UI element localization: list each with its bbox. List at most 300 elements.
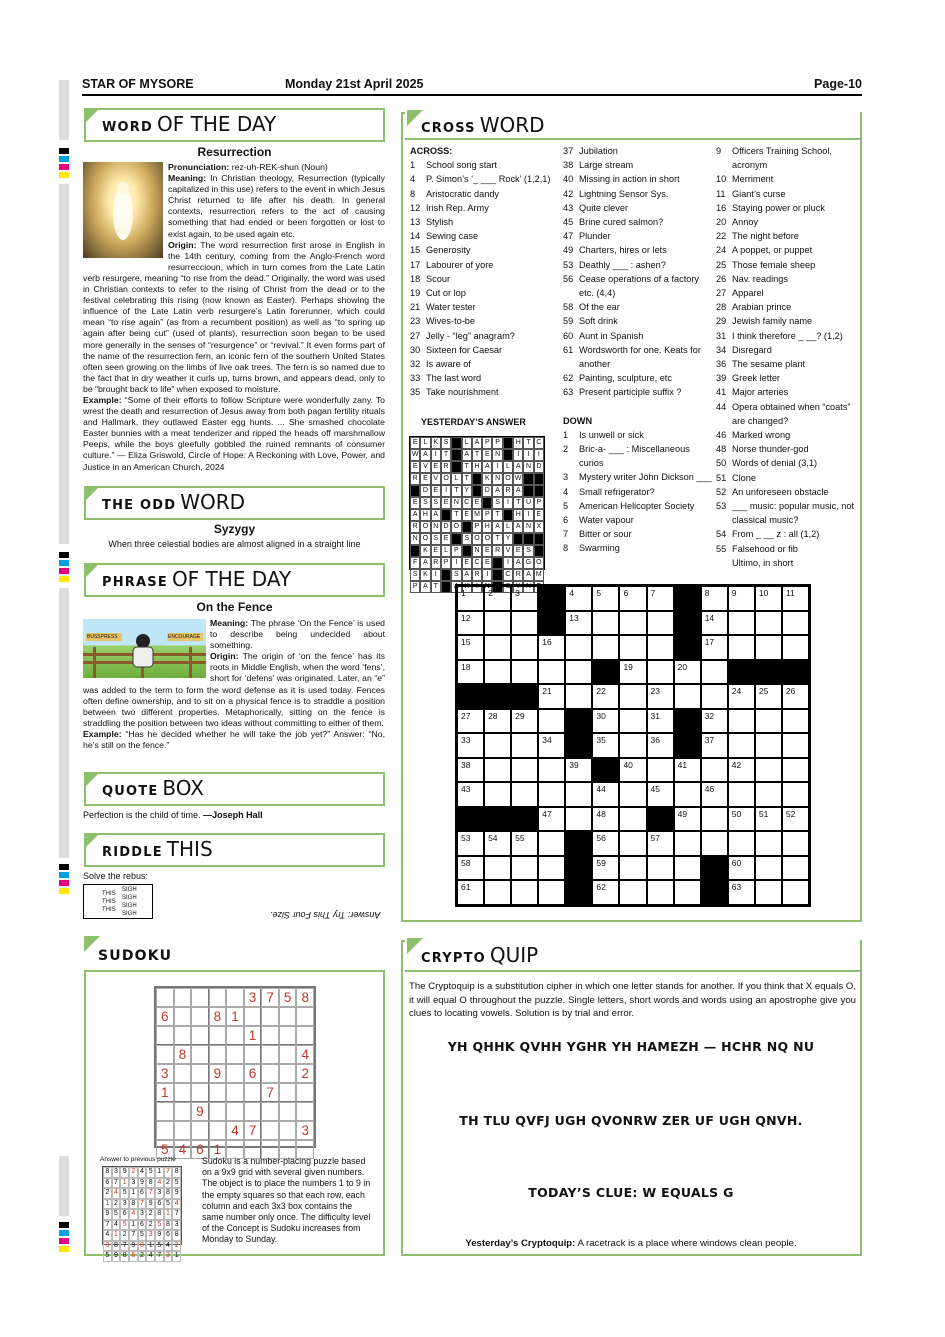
- crossword-cell[interactable]: 35: [592, 733, 619, 758]
- crossword-cell[interactable]: [782, 831, 809, 856]
- crossword-cell[interactable]: [755, 733, 782, 758]
- sudoku-cell[interactable]: [244, 1102, 262, 1121]
- crossword-cell[interactable]: 5: [592, 586, 619, 611]
- crossword-cell[interactable]: 36: [647, 733, 674, 758]
- crossword-cell[interactable]: [647, 856, 674, 881]
- crossword-cell[interactable]: [484, 611, 511, 636]
- crossword-cell[interactable]: 20: [674, 660, 701, 685]
- sudoku-cell[interactable]: [226, 988, 244, 1007]
- crossword-cell[interactable]: [565, 660, 592, 685]
- crossword-cell[interactable]: [647, 880, 674, 905]
- answer-cell: A: [420, 449, 430, 461]
- crossword-cell[interactable]: 14: [701, 611, 728, 636]
- answer-cell: P: [472, 521, 482, 533]
- clue-item: 37 Jubilation: [563, 146, 618, 156]
- crossword-cell[interactable]: 47: [538, 807, 565, 832]
- crossword-grid[interactable]: [455, 584, 811, 907]
- crossword-cell[interactable]: 54: [484, 831, 511, 856]
- crossword-cell[interactable]: [619, 709, 646, 734]
- crossword-cell[interactable]: [647, 635, 674, 660]
- answer-cell: A: [420, 557, 430, 569]
- crossword-cell[interactable]: 46: [701, 782, 728, 807]
- sudoku-cell: 6: [156, 1007, 174, 1026]
- sudoku-cell[interactable]: [174, 1083, 192, 1102]
- crossword-cell[interactable]: 26: [782, 684, 809, 709]
- crossword-cell[interactable]: 23: [647, 684, 674, 709]
- prev-answer-cell: 6: [103, 1178, 112, 1189]
- sudoku-cell[interactable]: [244, 1007, 262, 1026]
- sudoku-cell[interactable]: [174, 1121, 192, 1140]
- answer-cell: [472, 485, 482, 497]
- prev-answer-cell: 3: [103, 1241, 112, 1252]
- sudoku-cell[interactable]: [209, 1026, 227, 1045]
- answer-cell: L: [503, 521, 513, 533]
- sudoku-cell[interactable]: [279, 1102, 297, 1121]
- clue-item: 53 Deathly ___ : ashen?: [563, 259, 666, 270]
- crossword-block: [484, 684, 511, 709]
- crossword-cell[interactable]: [782, 709, 809, 734]
- answer-cell: A: [513, 461, 523, 473]
- answer-cell: R: [410, 521, 420, 533]
- crossword-cell[interactable]: 10: [755, 586, 782, 611]
- crossword-cell[interactable]: [701, 758, 728, 783]
- sudoku-cell[interactable]: [279, 1121, 297, 1140]
- crossword-block: [701, 856, 728, 881]
- crossword-cell[interactable]: 2: [484, 586, 511, 611]
- crossword-cell[interactable]: [484, 733, 511, 758]
- crossword-cell[interactable]: [701, 660, 728, 685]
- crossword-cell[interactable]: 3: [511, 586, 538, 611]
- answer-cell: A: [513, 485, 523, 497]
- crossword-cell[interactable]: 33: [457, 733, 484, 758]
- crossword-cell[interactable]: 12: [457, 611, 484, 636]
- sudoku-grid[interactable]: [154, 986, 316, 1157]
- crossword-cell[interactable]: [511, 880, 538, 905]
- crossword-cell[interactable]: 32: [701, 709, 728, 734]
- crossword-cell[interactable]: 13: [565, 611, 592, 636]
- crossword-block: [647, 807, 674, 832]
- odd-word-definition: When three celestial bodies are almost aligned in a straight line: [108, 539, 361, 549]
- sudoku-cell[interactable]: [174, 1007, 192, 1026]
- sudoku-cell[interactable]: [191, 1026, 209, 1045]
- crossword-cell[interactable]: 39: [565, 758, 592, 783]
- clue-item: 30 Sixteen for Caesar: [410, 344, 503, 355]
- crossword-cell[interactable]: 11: [782, 586, 809, 611]
- crossword-cell[interactable]: 7: [647, 586, 674, 611]
- crossword-cell[interactable]: 6: [619, 586, 646, 611]
- crossword-cell[interactable]: 28: [484, 709, 511, 734]
- crossword-cell[interactable]: 57: [647, 831, 674, 856]
- sudoku-cell[interactable]: [209, 1083, 227, 1102]
- crossword-cell[interactable]: [674, 831, 701, 856]
- sudoku-cell[interactable]: [156, 1026, 174, 1045]
- crossword-cell[interactable]: [511, 856, 538, 881]
- crossword-cell[interactable]: [782, 733, 809, 758]
- crossword-cell[interactable]: [538, 758, 565, 783]
- clue-item: Ultimo, in short: [732, 557, 794, 568]
- sudoku-cell: 5: [279, 988, 297, 1007]
- crossword-cell[interactable]: 22: [592, 684, 619, 709]
- answer-cell: R: [513, 569, 523, 581]
- crossword-cell[interactable]: 42: [728, 758, 755, 783]
- crossword-cell[interactable]: [701, 831, 728, 856]
- clue-item: 35 Take nourishment: [410, 387, 499, 398]
- sudoku-cell[interactable]: [296, 1007, 314, 1026]
- crossword-block: [538, 611, 565, 636]
- prev-answer-cell: 4: [112, 1220, 121, 1231]
- crossword-cell[interactable]: 43: [457, 782, 484, 807]
- crossword-cell[interactable]: [592, 611, 619, 636]
- clue-item: 15 Generosity: [410, 245, 471, 256]
- sudoku-cell[interactable]: [261, 1026, 279, 1045]
- answer-cell: C: [503, 569, 513, 581]
- sudoku-cell[interactable]: [279, 1007, 297, 1026]
- crossword-cell[interactable]: 58: [457, 856, 484, 881]
- crossword-cell[interactable]: [538, 782, 565, 807]
- sudoku-cell[interactable]: [209, 1102, 227, 1121]
- sudoku-cell[interactable]: [226, 1045, 244, 1064]
- sudoku-cell[interactable]: [174, 1064, 192, 1083]
- answer-cell: E: [513, 545, 523, 557]
- crossword-cell[interactable]: 45: [647, 782, 674, 807]
- crossword-cell[interactable]: 16: [538, 635, 565, 660]
- cryptoquip-clue: TODAY’S CLUE: W EQUALS G: [528, 1185, 734, 1200]
- answer-cell: S: [431, 533, 441, 545]
- sudoku-cell[interactable]: [191, 1064, 209, 1083]
- crossword-cell[interactable]: [619, 733, 646, 758]
- sudoku-cell[interactable]: [279, 1045, 297, 1064]
- crossword-cell[interactable]: 8: [701, 586, 728, 611]
- crossword-cell[interactable]: [484, 660, 511, 685]
- sudoku-cell[interactable]: [191, 1121, 209, 1140]
- answer-cell: [441, 569, 451, 581]
- crossword-cell[interactable]: [619, 807, 646, 832]
- sudoku-cell[interactable]: [279, 1064, 297, 1083]
- crossword-cell[interactable]: [674, 782, 701, 807]
- crossword-block: [782, 660, 809, 685]
- answer-cell: A: [513, 557, 523, 569]
- answer-cell: P: [482, 437, 492, 449]
- sudoku-cell[interactable]: [279, 1026, 297, 1045]
- prev-answer-cell: 5: [120, 1188, 129, 1199]
- answer-cell: I: [482, 569, 492, 581]
- crossword-cell[interactable]: 25: [755, 684, 782, 709]
- crossword-cell[interactable]: 59: [592, 856, 619, 881]
- crossword-cell[interactable]: 48: [592, 807, 619, 832]
- crossword-cell[interactable]: 1: [457, 586, 484, 611]
- crossword-cell[interactable]: 55: [511, 831, 538, 856]
- sign-left: BUSSPRESS: [87, 634, 118, 640]
- crossword-cell[interactable]: [755, 856, 782, 881]
- crossword-cell[interactable]: [565, 684, 592, 709]
- crossword-cell[interactable]: 31: [647, 709, 674, 734]
- sudoku-cell[interactable]: [209, 1121, 227, 1140]
- crossword-cell[interactable]: [511, 611, 538, 636]
- prev-answer-cell: 8: [112, 1241, 121, 1252]
- crossword-cell[interactable]: 41: [674, 758, 701, 783]
- answer-cell: O: [420, 521, 430, 533]
- issue-date: Monday 21st April 2025: [285, 77, 424, 91]
- sudoku-cell[interactable]: [156, 1045, 174, 1064]
- crossword-cell[interactable]: 51: [755, 807, 782, 832]
- crossword-block: [592, 758, 619, 783]
- crossword-cell[interactable]: 49: [674, 807, 701, 832]
- sudoku-cell[interactable]: [209, 1045, 227, 1064]
- sudoku-cell[interactable]: [174, 1102, 192, 1121]
- sudoku-cell[interactable]: [156, 1102, 174, 1121]
- answer-cell: O: [472, 533, 482, 545]
- crossword-cell[interactable]: [565, 807, 592, 832]
- sudoku-cell[interactable]: [191, 988, 209, 1007]
- crossword-cell[interactable]: [755, 880, 782, 905]
- sudoku-cell[interactable]: [156, 1121, 174, 1140]
- crossword-cell[interactable]: 15: [457, 635, 484, 660]
- answer-cell: I: [503, 557, 513, 569]
- crossword-cell[interactable]: 60: [728, 856, 755, 881]
- crossword-block: [674, 733, 701, 758]
- crossword-cell[interactable]: [647, 611, 674, 636]
- crossword-cell[interactable]: 30: [592, 709, 619, 734]
- yesterday-answer-grid: [409, 436, 545, 590]
- crossword-cell[interactable]: 52: [782, 807, 809, 832]
- answer-cell: I: [513, 449, 523, 461]
- sudoku-cell[interactable]: [244, 1083, 262, 1102]
- answer-cell: O: [451, 521, 461, 533]
- answer-cell: [482, 497, 492, 509]
- sudoku-cell[interactable]: [261, 1064, 279, 1083]
- reg-mark: [59, 872, 69, 878]
- prev-answer-cell: 5: [164, 1199, 173, 1210]
- answer-cell: I: [523, 509, 533, 521]
- sudoku-cell[interactable]: [191, 1045, 209, 1064]
- crossword-cell[interactable]: [701, 807, 728, 832]
- down-clues-col3: [716, 144, 858, 570]
- crossword-cell[interactable]: [782, 611, 809, 636]
- crossword-cell[interactable]: 34: [538, 733, 565, 758]
- sign-right: ENCOURAGE: [168, 634, 201, 640]
- sudoku-cell[interactable]: [209, 988, 227, 1007]
- crossword-cell[interactable]: 21: [538, 684, 565, 709]
- answer-cell: [492, 557, 502, 569]
- reg-mark: [59, 148, 69, 154]
- crossword-cell[interactable]: 53: [457, 831, 484, 856]
- crossword-title: CROSS WORD: [405, 112, 860, 140]
- crossword-block: [674, 611, 701, 636]
- crossword-cell[interactable]: [565, 782, 592, 807]
- crossword-cell[interactable]: [728, 611, 755, 636]
- crossword-cell[interactable]: [538, 856, 565, 881]
- reg-mark: [59, 1222, 69, 1228]
- answer-cell: [441, 509, 451, 521]
- crossword-cell[interactable]: [755, 635, 782, 660]
- prev-answer-cell: 5: [146, 1167, 155, 1178]
- crossword-cell[interactable]: [538, 831, 565, 856]
- crossword-cell[interactable]: [728, 635, 755, 660]
- crossword-cell[interactable]: 38: [457, 758, 484, 783]
- crossword-cell[interactable]: [674, 856, 701, 881]
- answer-cell: A: [420, 581, 430, 593]
- reg-mark: [59, 864, 69, 870]
- sudoku-cell[interactable]: [296, 1083, 314, 1102]
- crossword-cell[interactable]: 44: [592, 782, 619, 807]
- crossword-block: [565, 733, 592, 758]
- sudoku-cell: 1: [209, 1140, 227, 1159]
- crossword-cell[interactable]: 37: [701, 733, 728, 758]
- crossword-cell[interactable]: [538, 660, 565, 685]
- sudoku-cell[interactable]: [191, 1083, 209, 1102]
- prev-answer-cell: 9: [138, 1178, 147, 1189]
- prev-answer-cell: 3: [138, 1209, 147, 1220]
- crossword-cell[interactable]: [728, 733, 755, 758]
- crossword-cell[interactable]: [619, 856, 646, 881]
- crossword-block: [755, 660, 782, 685]
- crossword-cell[interactable]: [511, 758, 538, 783]
- sudoku-cell: 7: [244, 1121, 262, 1140]
- sudoku-cell[interactable]: [261, 1007, 279, 1026]
- crossword-cell[interactable]: [619, 611, 646, 636]
- answer-cell: T: [451, 485, 461, 497]
- sudoku-cell[interactable]: [156, 988, 174, 1007]
- crossword-cell[interactable]: [782, 856, 809, 881]
- crossword-cell[interactable]: [755, 782, 782, 807]
- answer-cell: H: [513, 437, 523, 449]
- crossword-cell[interactable]: 4: [565, 586, 592, 611]
- crossword-cell[interactable]: [592, 635, 619, 660]
- answer-cell: G: [523, 557, 533, 569]
- answer-cell: V: [503, 545, 513, 557]
- answer-cell: [441, 581, 451, 593]
- crossword-cell[interactable]: [619, 635, 646, 660]
- reg-mark: [59, 888, 69, 894]
- prev-answer-cell: 3: [112, 1167, 121, 1178]
- crossword-cell[interactable]: [674, 684, 701, 709]
- crossword-cell[interactable]: [782, 782, 809, 807]
- crossword-cell[interactable]: [511, 635, 538, 660]
- prev-answer-cell: 6: [138, 1188, 147, 1199]
- crossword-cell[interactable]: [511, 782, 538, 807]
- sudoku-cell[interactable]: [174, 988, 192, 1007]
- crossword-cell[interactable]: [538, 709, 565, 734]
- sudoku-cell[interactable]: [261, 1121, 279, 1140]
- crossword-cell[interactable]: [484, 635, 511, 660]
- crossword-cell[interactable]: [782, 758, 809, 783]
- crossword-cell[interactable]: [755, 611, 782, 636]
- crossword-cell[interactable]: 17: [701, 635, 728, 660]
- reg-mark: [59, 568, 69, 574]
- sudoku-cell[interactable]: [296, 1026, 314, 1045]
- crossword-cell[interactable]: [619, 880, 646, 905]
- crossword-cell[interactable]: 18: [457, 660, 484, 685]
- sudoku-cell[interactable]: [226, 1083, 244, 1102]
- crossword-cell[interactable]: 19: [619, 660, 646, 685]
- answer-cell: N: [492, 473, 502, 485]
- prev-answer-cell: 7: [172, 1209, 181, 1220]
- crossword-cell[interactable]: 50: [728, 807, 755, 832]
- answer-cell: E: [462, 509, 472, 521]
- sudoku-cell[interactable]: [261, 1102, 279, 1121]
- crossword-cell[interactable]: [755, 758, 782, 783]
- crossword-cell[interactable]: 61: [457, 880, 484, 905]
- clue-item: 8 Swarming: [563, 543, 620, 554]
- clue-item: 23 Wives-to-be: [410, 316, 476, 327]
- crossword-cell[interactable]: [728, 831, 755, 856]
- crossword-cell[interactable]: [647, 660, 674, 685]
- crossword-cell[interactable]: 40: [619, 758, 646, 783]
- answer-cell: I: [503, 497, 513, 509]
- crossword-cell[interactable]: [511, 733, 538, 758]
- crossword-cell[interactable]: 63: [728, 880, 755, 905]
- crossword-block: [565, 831, 592, 856]
- riddle-prompt: Solve the rebus:: [83, 871, 149, 881]
- answer-cell: E: [441, 497, 451, 509]
- crossword-cell[interactable]: [538, 880, 565, 905]
- answer-cell: X: [534, 521, 544, 533]
- answer-cell: R: [431, 557, 441, 569]
- answer-cell: O: [420, 533, 430, 545]
- sudoku-cell[interactable]: [226, 1102, 244, 1121]
- answer-cell: [523, 485, 533, 497]
- crossword-cell[interactable]: 29: [511, 709, 538, 734]
- sudoku-cell[interactable]: [279, 1083, 297, 1102]
- prev-answer-cell: 8: [155, 1209, 164, 1220]
- crossword-cell[interactable]: [511, 660, 538, 685]
- crossword-cell[interactable]: [674, 880, 701, 905]
- crossword-cell[interactable]: [484, 880, 511, 905]
- crossword-cell[interactable]: [619, 782, 646, 807]
- answer-cell: [451, 533, 461, 545]
- sudoku-cell[interactable]: [226, 1026, 244, 1045]
- clue-item: 34 Disregard: [716, 344, 772, 355]
- crossword-cell[interactable]: [782, 635, 809, 660]
- prev-answer-cell: 7: [164, 1167, 173, 1178]
- crossword-cell[interactable]: [647, 758, 674, 783]
- crossword-cell[interactable]: [701, 684, 728, 709]
- crossword-cell[interactable]: [484, 856, 511, 881]
- sudoku-cell[interactable]: [226, 1064, 244, 1083]
- crossword-cell[interactable]: [728, 709, 755, 734]
- crossword-cell[interactable]: [755, 709, 782, 734]
- sudoku-cell[interactable]: [261, 1045, 279, 1064]
- clue-item: 50 Words of denial (3,1): [716, 458, 818, 469]
- crossword-cell[interactable]: 27: [457, 709, 484, 734]
- clue-item: 22 The night before: [716, 231, 799, 242]
- crossword-cell[interactable]: [782, 880, 809, 905]
- answer-cell: E: [420, 473, 430, 485]
- crossword-cell[interactable]: [755, 831, 782, 856]
- crossword-cell[interactable]: 56: [592, 831, 619, 856]
- prev-answer-cell: 4: [103, 1230, 112, 1241]
- sudoku-cell: 1: [244, 1026, 262, 1045]
- answer-cell: A: [492, 521, 502, 533]
- crossword-cell[interactable]: [484, 758, 511, 783]
- crossword-cell[interactable]: [619, 684, 646, 709]
- sudoku-cell: 3: [244, 988, 262, 1007]
- sudoku-cell[interactable]: [244, 1045, 262, 1064]
- sudoku-cell[interactable]: [174, 1026, 192, 1045]
- crossword-cell[interactable]: 9: [728, 586, 755, 611]
- crossword-cell[interactable]: 62: [592, 880, 619, 905]
- answer-cell: K: [462, 581, 472, 593]
- sudoku-cell[interactable]: [191, 1007, 209, 1026]
- answer-cell: O: [503, 473, 513, 485]
- crossword-cell[interactable]: [484, 782, 511, 807]
- crossword-cell[interactable]: [728, 782, 755, 807]
- crossword-cell[interactable]: [565, 635, 592, 660]
- sudoku-cell[interactable]: [296, 1102, 314, 1121]
- crossword-cell[interactable]: [619, 831, 646, 856]
- answer-cell: T: [523, 437, 533, 449]
- crossword-cell[interactable]: 24: [728, 684, 755, 709]
